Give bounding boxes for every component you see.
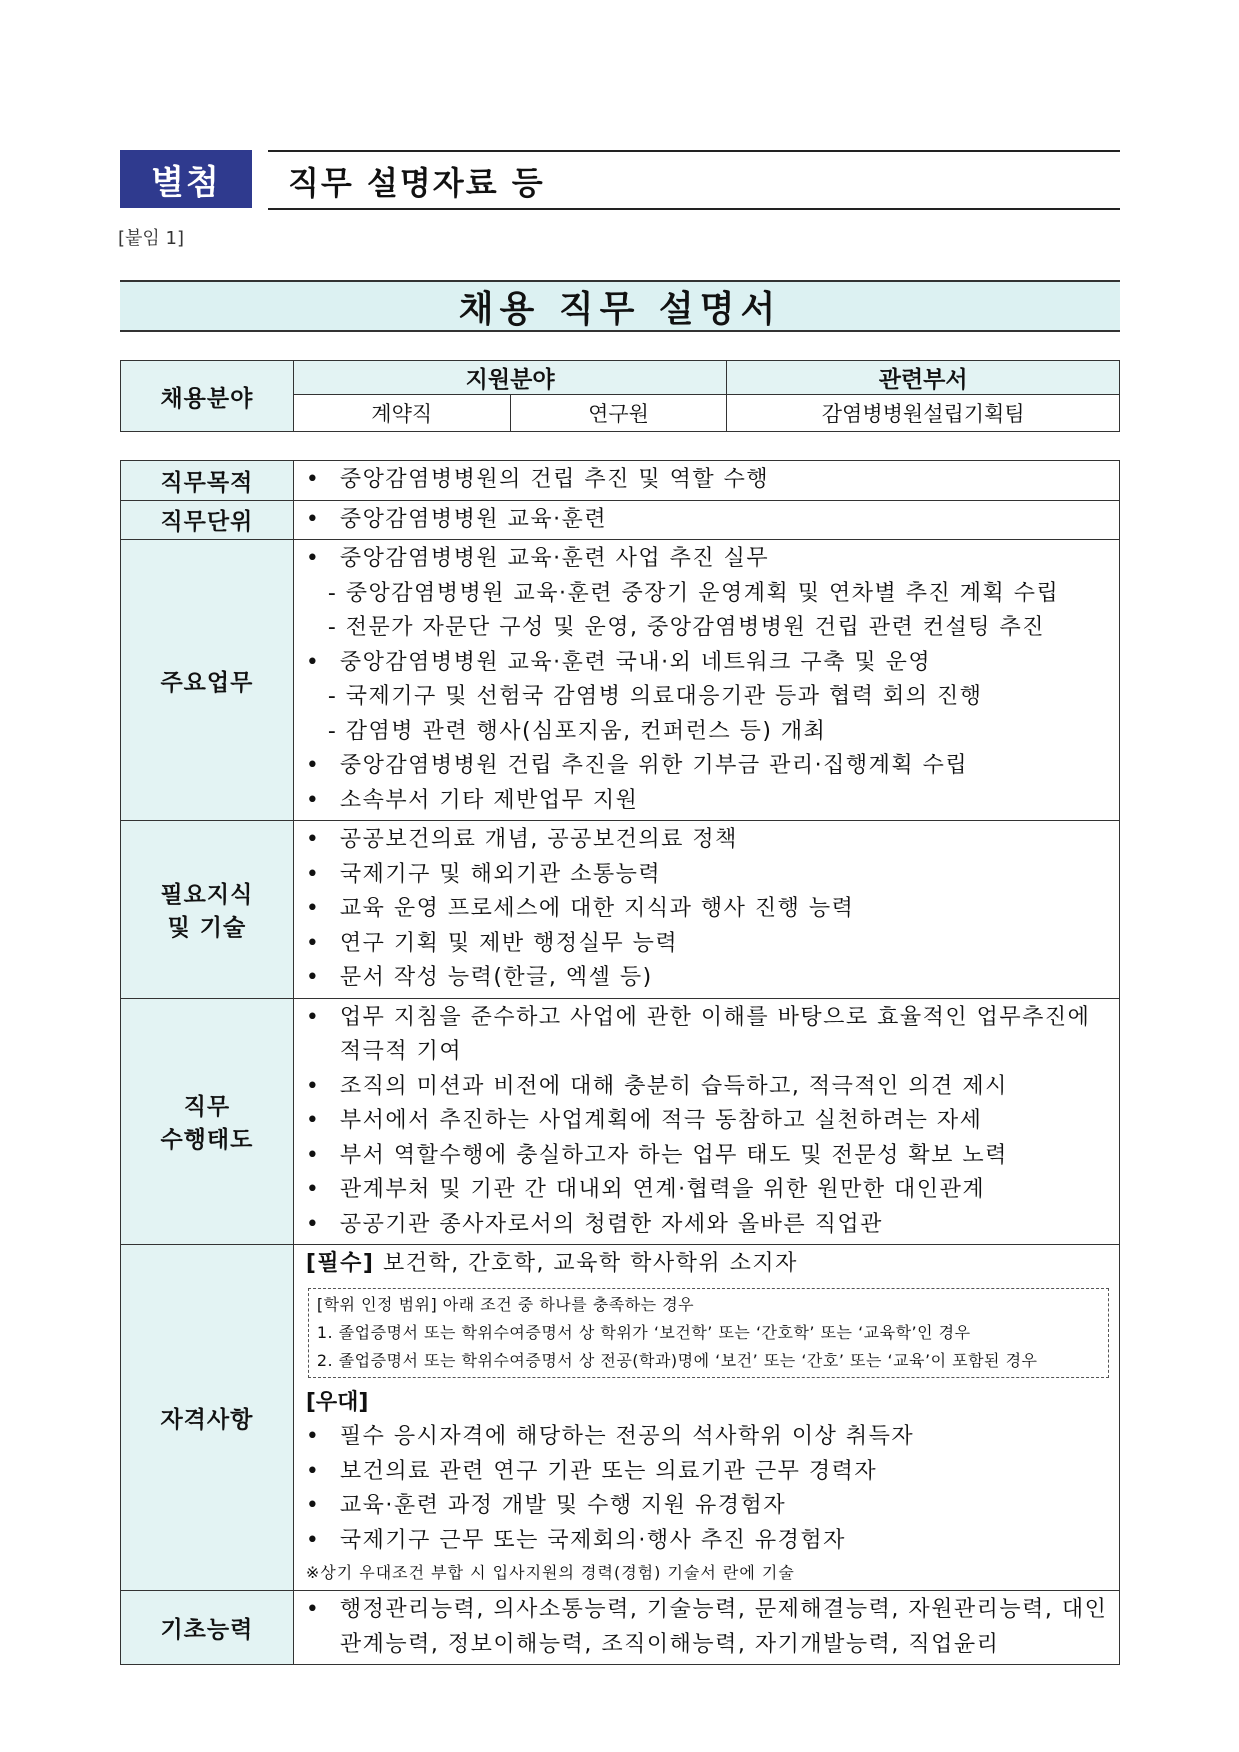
document-title: 채용 직무 설명서 <box>458 288 782 330</box>
recruitment-field-table <box>120 360 1120 432</box>
list-item: • 공공보건의료 개념, 공공보건의료 정책 <box>306 823 1109 858</box>
required-text: 보건학, 간호학, 교육학 학사학위 소지자 <box>374 1251 798 1276</box>
list-item: • 국제기구 및 해외기관 소통능력 <box>306 858 1109 893</box>
attachment-title: 직무 설명자료 등 <box>288 164 545 202</box>
list-item: • 공공기관 종사자로서의 청렴한 자세와 올바른 직업관 <box>306 1208 1109 1243</box>
list-item: • 문서 작성 능력(한글, 엑셀 등) <box>306 961 1109 996</box>
list-item: • 중앙감염병병원의 건립 추진 및 역할 수행 <box>306 463 1109 498</box>
document-title-bar <box>120 280 1120 332</box>
knowledge-skills-row <box>121 821 1120 999</box>
list-item: • 필수 응시자격에 해당하는 전공의 석사학위 이상 취득자 <box>306 1420 1109 1455</box>
work-attitude-label: 직무 수행태도 <box>121 998 294 1245</box>
job-purpose-row <box>121 461 1120 501</box>
sub-list-item: - 중앙감염병병원 교육·훈련 중장기 운영계획 및 연차별 추진 계획 수립 <box>327 580 1060 606</box>
attachment-badge: 별첨 <box>120 150 252 208</box>
qualification-row <box>121 1245 1120 1591</box>
job-description-table <box>120 460 1120 1665</box>
list-item: • 조직의 미션과 비전에 대해 충분히 습득하고, 적극적인 의견 제시 <box>306 1070 1109 1105</box>
sub-list-item: - 감염병 관련 행사(심포지움, 컨퍼런스 등) 개최 <box>327 718 827 744</box>
attachment-number: [붙임 1] <box>118 228 184 249</box>
qualification-label: 자격사항 <box>121 1245 294 1591</box>
list-item: • 중앙감염병병원 교육·훈련 사업 추진 실무 <box>306 542 1109 577</box>
list-item: • 중앙감염병병원 교육·훈련 국내·외 네트워크 구축 및 운영 <box>306 646 1109 681</box>
basic-ability-row <box>121 1591 1120 1665</box>
position-cell: 연구원 <box>510 395 727 432</box>
list-item: • 소속부서 기타 제반업무 지원 <box>306 784 1109 819</box>
main-tasks-label: 주요업무 <box>121 540 294 821</box>
job-unit-label: 직무단위 <box>121 500 294 540</box>
preferred-tag: [우대] <box>305 1389 369 1415</box>
sub-list-item: - 전문가 자문단 구성 및 운영, 중앙감염병병원 건립 관련 컨설팅 추진 <box>327 615 1045 640</box>
basic-ability-label: 기초능력 <box>121 1591 294 1665</box>
preferred-note: ※상기 우대조건 부합 시 입사지원의 경력(경험) 기술서 란에 기술 <box>305 1563 795 1582</box>
degree-scope-item: 1. 졸업증명서 또는 학위수여증명서 상 학위가 ‘보건학’ 또는 ‘간호학’ 또는 ‘교육학’인 경우 <box>316 1322 971 1342</box>
list-item: • 연구 기획 및 제반 행정실무 능력 <box>306 927 1109 962</box>
list-item: • 중앙감염병병원 교육·훈련 <box>306 503 1109 538</box>
list-item: • 보건의료 관련 연구 기관 또는 의료기관 근무 경력자 <box>306 1455 1109 1490</box>
list-item: • 부서 역할수행에 충실하고자 하는 업무 태도 및 전문성 확보 노력 <box>306 1139 1109 1174</box>
list-item: • 교육·훈련 과정 개발 및 수행 지원 유경험자 <box>306 1489 1109 1524</box>
degree-scope-item: 2. 졸업증명서 또는 학위수여증명서 상 전공(학과)명에 ‘보건’ 또는 ‘간호’ 또는 ‘교육’이 포함된 경우 <box>316 1350 1038 1370</box>
work-attitude-row <box>121 998 1120 1245</box>
related-dept-header: 관련부서 <box>727 361 1120 395</box>
list-item: • 업무 지침을 준수하고 사업에 관한 이해를 바탕으로 효율적인 업무추진에 적극적 기여 <box>306 1001 1109 1070</box>
degree-scope-heading: [학위 인정 범위] 아래 조건 중 하나를 충족하는 경우 <box>316 1294 695 1314</box>
employment-type-cell: 계약직 <box>293 395 510 432</box>
job-unit-row <box>121 500 1120 540</box>
main-tasks-row <box>121 540 1120 821</box>
required-tag: [필수] <box>305 1251 375 1276</box>
knowledge-skills-label: 필요지식 및 기술 <box>121 821 294 999</box>
list-item: • 관계부처 및 기관 간 대내외 연계·협력을 위한 원만한 대인관계 <box>306 1173 1109 1208</box>
support-field-header: 지원분야 <box>293 361 727 395</box>
attachment-title-bar <box>268 150 1120 210</box>
related-dept-cell: 감염병병원설립기획팀 <box>727 395 1120 432</box>
list-item: • 교육 운영 프로세스에 대한 지식과 행사 진행 능력 <box>306 892 1109 927</box>
degree-scope-box <box>308 1288 1109 1378</box>
recruitment-field-label: 채용분야 <box>121 361 294 432</box>
list-item: • 중앙감염병병원 건립 추진을 위한 기부금 관리·집행계획 수립 <box>306 749 1109 784</box>
list-item: • 부서에서 추진하는 사업계획에 적극 동참하고 실천하려는 자세 <box>306 1104 1109 1139</box>
job-purpose-label: 직무목적 <box>121 461 294 501</box>
required-qualification <box>306 1247 1109 1282</box>
attachment-header <box>120 150 1120 210</box>
list-item: • 국제기구 근무 또는 국제회의·행사 추진 유경험자 <box>306 1524 1109 1559</box>
list-item: • 행정관리능력, 의사소통능력, 기술능력, 문제해결능력, 자원관리능력, 대인관계능력, 정보이해능력, 조직이해능력, 자기개발능력, 직업윤리 <box>306 1593 1109 1662</box>
sub-list-item: - 국제기구 및 선험국 감염병 의료대응기관 등과 협력 회의 진행 <box>327 684 983 709</box>
